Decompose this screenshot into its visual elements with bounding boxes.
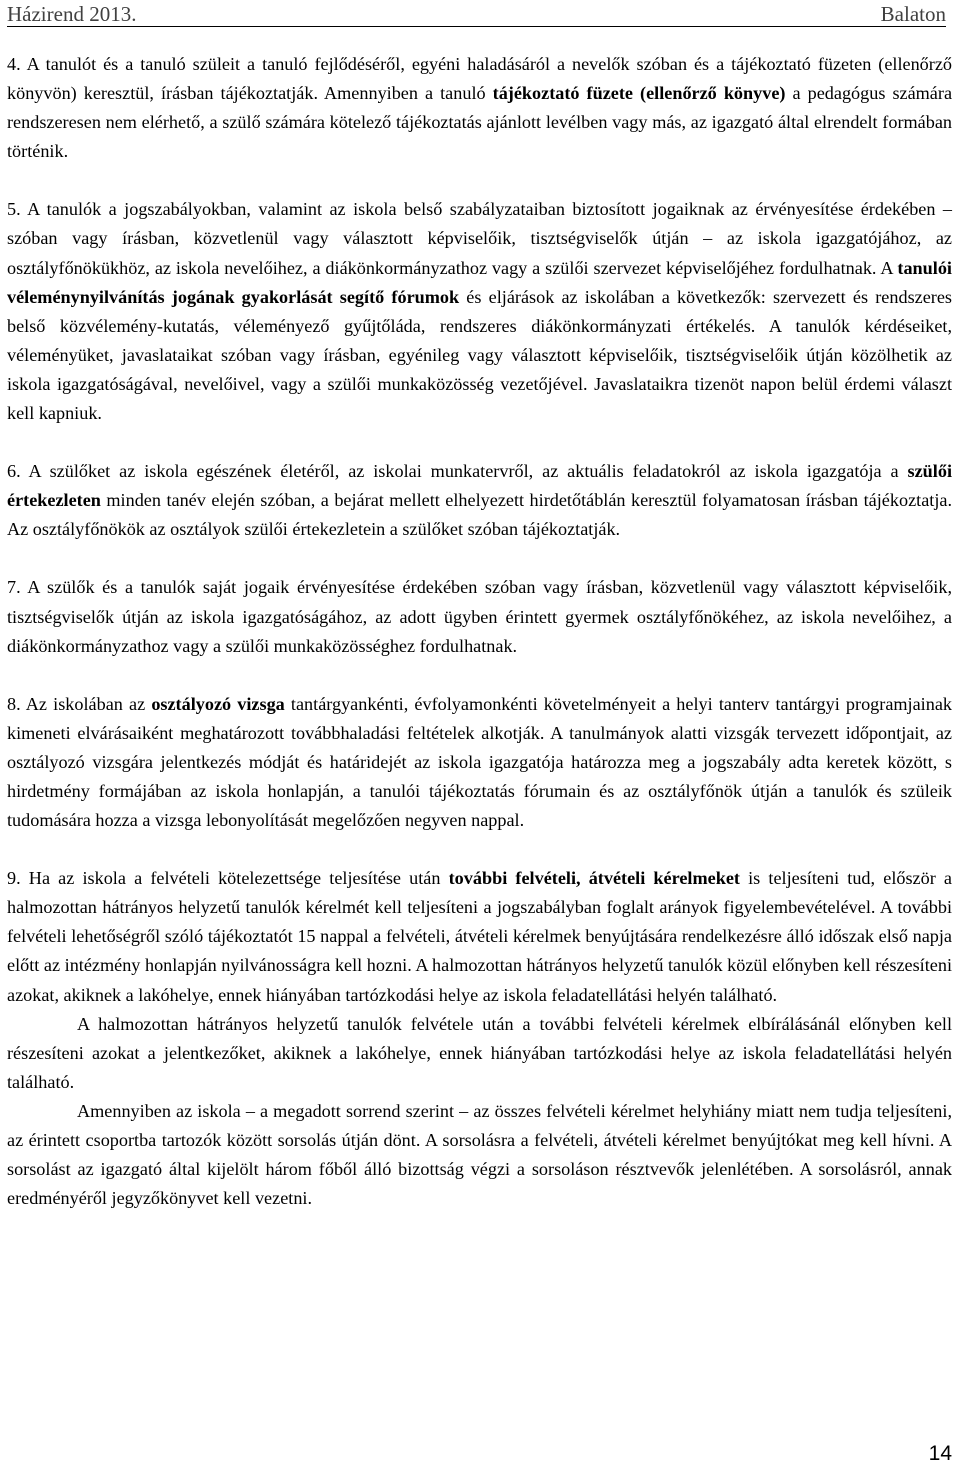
- paragraph-9-lottery: Amennyiben az iskola – a megadott sorrend szerint – az összes felvételi kérelmet helyhiány miatt nem tudja teljesíteni, az érintett csoportba tartozók között sorsolás útján dönt. A sorsolásra a felvételi, átvételi kérelmet benyújtókat meg kell hívni. A sorsolást az igazgató által kijelölt három főből álló bizottság végzi a sorsoláson résztvevők jelenlétében. A sorsolásról, annak eredményéről jegyzőkönyvet kell vezetni.: [7, 1100, 952, 1209]
- paragraph-4-emphasis: tájékoztató füzete (ellenőrző könyve): [492, 83, 786, 104]
- page-number: 14: [928, 1442, 952, 1465]
- document-body: [7, 50, 952, 1213]
- paragraph-9-continued: A halmozottan hátrányos helyzetű tanulók felvétele után a további felvételi kérelmek elbírálásánál előnyben kell részesíteni azokat a jelentkezőket, akiknek a lakóhelye, ennek hiányában tartózkodási helye az iskola feladatellátási helyén található.: [7, 1013, 952, 1092]
- paragraph-8: 8. Az iskolában az osztályozó vizsga tantárgyankénti, évfolyamonkénti követelményeit a helyi tanterv tantárgyi programjainak kimeneti elvárásaiként meghatározott továbbhaladási feltételek alkotják. A tanulmányok alatti vizsgák tervezett időpontjait, az osztályozó vizsgára jelentkezés módját és határidejét az iskola igazgatója határozza meg a jogszabály adta keretek között, s hirdetmény formájában az iskola honlapján, a tanulói tájékoztatás fórumain és az osztályfőnök útján a tanulók és szüleik tudomására hozza a vizsga lebonyolítását megelőzően negyven nappal.: [7, 693, 952, 831]
- paragraph-9-emphasis: további felvételi, átvételi kérelmeket: [448, 868, 740, 889]
- paragraph-4: 4. A tanulót és a tanuló szüleit a tanuló fejlődéséről, egyéni haladásáról a nevelők szóban és a tájékoztató füzeten (ellenőrző könyvön) keresztül, írásban tájékoztatják. Amennyiben a tanuló tájékoztató füzete (ellenőrző könyve) a pedagógus számára rendszeresen nem elérhető, a szülő számára kötelező tájékoztatás ajánlott levélben vagy más, az igazgató által elrendelt formában történik.: [7, 54, 953, 162]
- paragraph-9: 9. Ha az iskola a felvételi kötelezettsége teljesítése után további felvételi, átvételi kérelmeket is teljesíteni tud, először a halmozottan hátrányos helyzetű tanulók kérelmét kell teljesíteni a jogszabályban foglalt arányok figyelembevételével. A további felvételi lehetőségről szóló tájékoztatót 15 nappal a felvételi, átvételi kérelmek benyújtására rendelkezésre álló időszak első napja előtt az intézmény honlapján nyilvánosságra kell hozni. A halmozottan hátrányos helyzetű tanulók közül előnyben kell részesíteni azokat, akiknek a lakóhelye, ennek hiányában tartózkodási helye az iskola feladatellátási helyén található.: [7, 868, 953, 1005]
- header-title: Házirend 2013.: [7, 2, 137, 26]
- paragraph-5-emphasis: tanulói véleménynyilvánítás jogának gyakorlását segítő fórumok: [7, 257, 952, 307]
- paragraph-8-emphasis: osztályozó vizsga: [151, 693, 285, 714]
- header-location: Balaton: [880, 2, 946, 26]
- paragraph-5: 5. A tanulók a jogszabályokban, valamint az iskola belső szabályzataiban biztosított jogaiknak az érvényesítése érdekében – szóban vagy írásban, közvetlenül vagy választott képviselőik, tisztségviselők útján – az iskola igazgatójához, az osztályfőnökükhöz, az iskola nevelőihez, a diákönkormányzathoz vagy a szülői szervezet képviselőjéhez fordulhatnak. A tanulói véleménynyilvánítás jogának gyakorlását segítő fórumok és eljárások az iskolában a következők: szervezett és rendszeres belső közvélemény-kutatás, véleményező gyűjtőláda, rendszeres diákönkormányzati értékelés. A tanulók kérdéseiket, véleményüket, javaslataikat szóban vagy írásban, egyénileg vagy választott képviselőik, tisztségviselőik útján közölhetik az iskola igazgatóságával, nevelőivel, vagy a szülői munkaközösség vezetőjével. Javaslataikra tizenöt napon belül érdemi választ kell kapniuk.: [7, 199, 952, 424]
- paragraph-7: 7. A szülők és a tanulók saját jogaik érvényesítése érdekében szóban vagy írásban, közvetlenül vagy választott képviselőik, tisztségviselők útján az iskola igazgatóságához, az adott ügyben érintett gyermek osztályfőnökéhez, az iskola nevelőihez, a diákönkormányzathoz vagy a szülői munkaközösséghez fordulhatnak.: [7, 577, 952, 656]
- page-header: [7, 0, 946, 27]
- paragraph-6-emphasis: szülői értekezleten: [7, 461, 952, 511]
- paragraph-6: 6. A szülőket az iskola egészének életéről, az iskolai munkatervről, az aktuális feladatokról az iskola igazgatója a szülői értekezleten minden tanév elején szóban, a bejárat mellett elhelyezett hirdetőtáblán keresztül folyamatosan írásban tájékoztatja. Az osztályfőnökök az osztályok szülői értekezletein a szülőket szóban tájékoztatják.: [7, 461, 952, 540]
